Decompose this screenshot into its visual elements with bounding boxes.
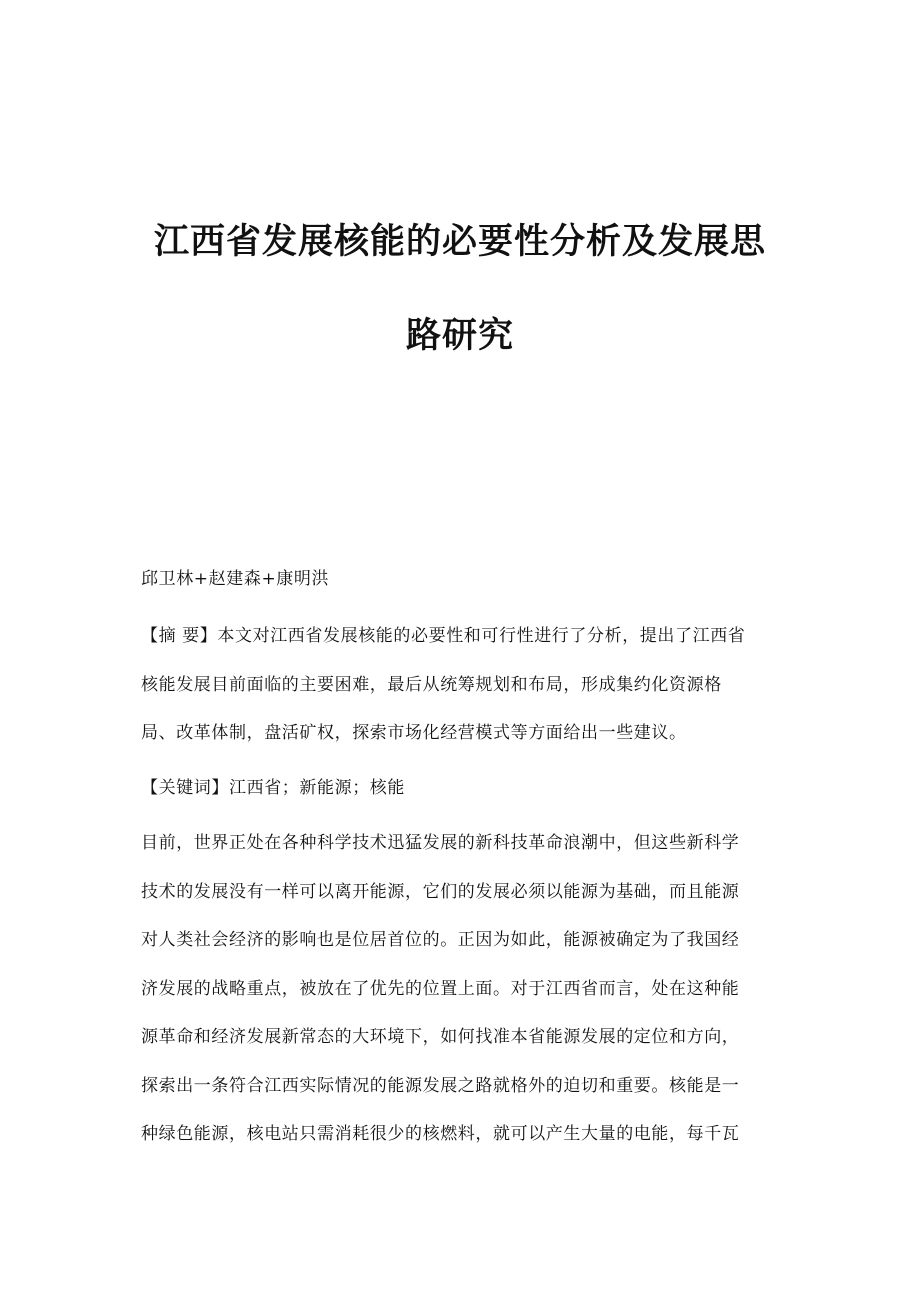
paper-title-line-1: 江西省发展核能的必要性分析及发展思 [153, 221, 766, 262]
body-line-7: 种绿色能源，核电站只需消耗很少的核燃料，就可以产生大量的电能，每千瓦 [141, 1124, 740, 1144]
body-line-6: 探索出一条符合江西实际情况的能源发展之路就格外的迫切和重要。核能是一 [141, 1076, 740, 1096]
body-line-1: 目前，世界正处在各种科学技术迅猛发展的新科技革命浪潮中，但这些新科学 [141, 833, 740, 853]
body-line-2: 技术的发展没有一样可以离开能源，它们的发展必须以能源为基础，而且能源 [141, 882, 740, 902]
abstract-line-1: 【摘 要】本文对江西省发展核能的必要性和可行性进行了分析，提出了江西省 [141, 626, 746, 646]
keywords-line: 【关键词】江西省；新能源；核能 [141, 778, 405, 798]
abstract-line-2: 核能发展目前面临的主要困难，最后从统筹规划和布局，形成集约化资源格 [141, 675, 722, 695]
author-list: 邱卫林+赵建森+康明洪 [141, 569, 330, 589]
abstract-line-3: 局、改革体制，盘活矿权，探索市场化经营模式等方面给出一些建议。 [141, 723, 687, 743]
paper-title-line-2: 路研究 [405, 315, 514, 356]
body-line-5: 源革命和经济发展新常态的大环境下，如何找准本省能源发展的定位和方向， [141, 1027, 740, 1047]
body-line-4: 济发展的战略重点，被放在了优先的位置上面。对于江西省而言，处在这种能 [141, 979, 740, 999]
body-line-3: 对人类社会经济的影响也是位居首位的。正因为如此，能源被确定为了我国经 [141, 930, 740, 950]
